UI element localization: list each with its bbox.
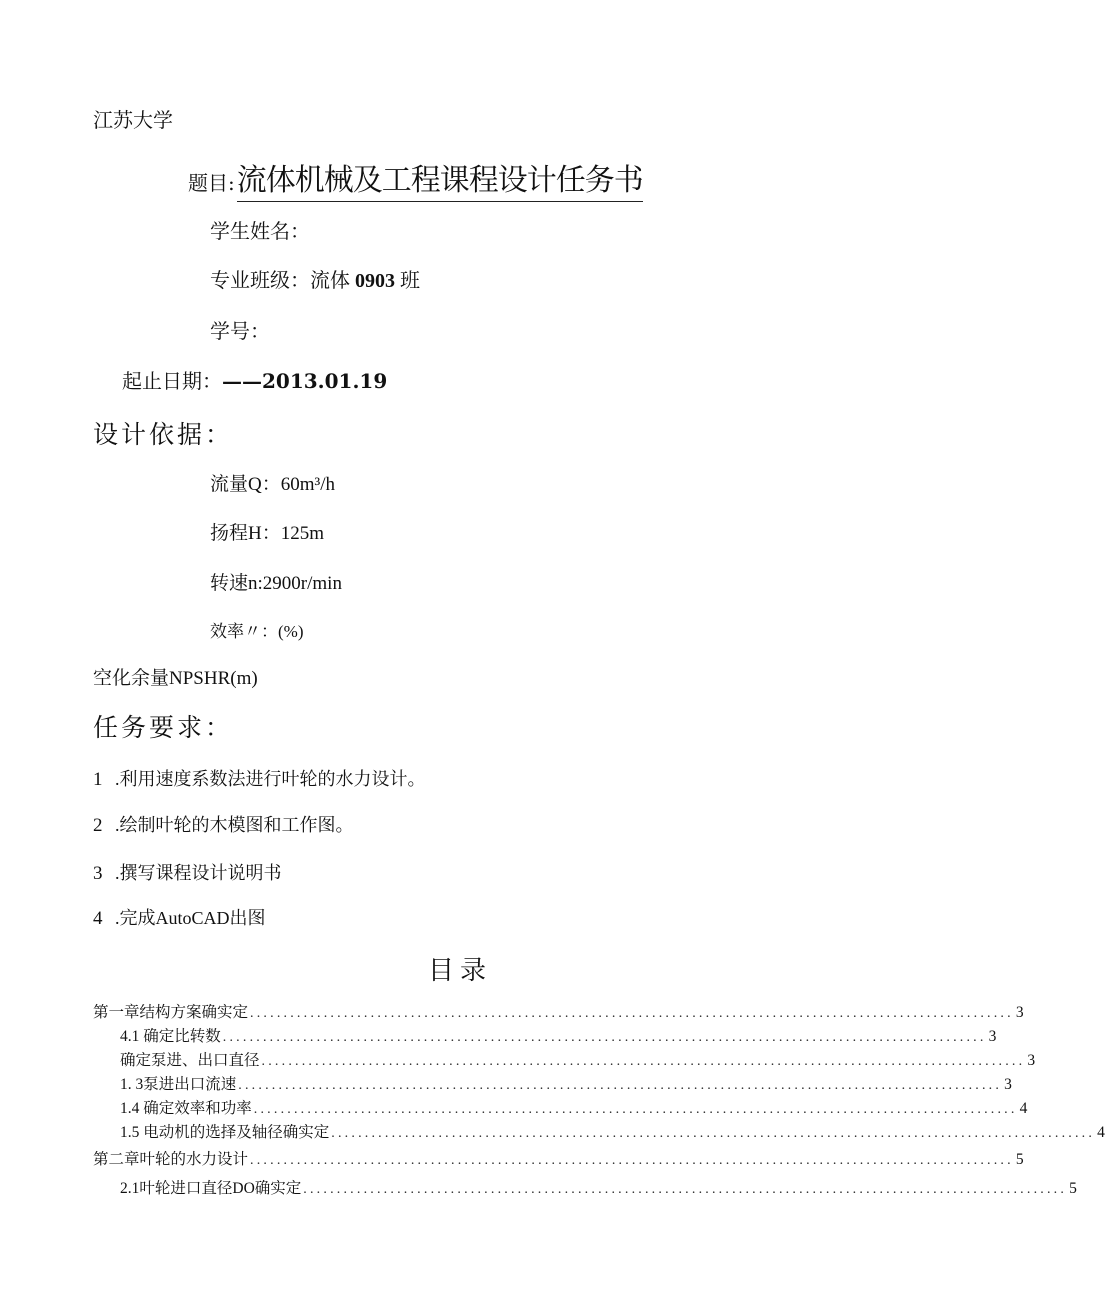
task-number: 3 bbox=[93, 863, 103, 884]
toc-entry-label: 确定泵进、出口直径 bbox=[120, 1052, 260, 1069]
toc-entry-label: 2.1叶轮进口直径DO确实定 bbox=[120, 1180, 302, 1197]
param-flow: 流量Q：60m³/h bbox=[210, 474, 335, 495]
toc-entry[interactable] bbox=[120, 1048, 1036, 1070]
task-item bbox=[93, 811, 354, 837]
task-text: .绘制叶轮的木模图和工作图。 bbox=[115, 815, 354, 835]
toc-title: 目录 bbox=[427, 956, 492, 986]
title-prefix: 题目: bbox=[188, 171, 235, 195]
document-title bbox=[188, 155, 643, 202]
param-head: 扬程H：125m bbox=[210, 523, 325, 544]
task-item bbox=[93, 859, 282, 885]
toc-leader-dots: .................................................................................................................. bbox=[331, 1126, 1096, 1141]
task-text: .撰写课程设计说明书 bbox=[115, 863, 282, 883]
task-requirements-heading: 任务要求： bbox=[93, 713, 234, 742]
toc-leader-dots: .................................................................................................................. bbox=[261, 1054, 1026, 1069]
major-value-post: 班 bbox=[400, 270, 420, 292]
toc-entry-label: 第二章叶轮的水力设计 bbox=[93, 1151, 249, 1168]
toc-entry-page: 5 bbox=[1015, 1151, 1024, 1168]
task-text: .完成AutoCAD出图 bbox=[115, 908, 266, 928]
toc-leader-dots: .................................................................................................................. bbox=[253, 1102, 1018, 1117]
toc-entry[interactable] bbox=[93, 1147, 1024, 1169]
param-speed: 转速n:2900r/min bbox=[210, 573, 342, 594]
toc-leader-dots: .................................................................................................................. bbox=[250, 1153, 1014, 1168]
toc-entry-label: 4.1 确定比转数 bbox=[120, 1028, 221, 1045]
toc-entry[interactable] bbox=[120, 1096, 1028, 1118]
university-name: 江苏大学 bbox=[93, 108, 173, 132]
toc-entry-page: 4 bbox=[1019, 1100, 1028, 1117]
task-item bbox=[93, 904, 266, 930]
task-text: .利用速度系数法进行叶轮的水力设计。 bbox=[115, 769, 426, 789]
toc-entry[interactable] bbox=[120, 1072, 1012, 1094]
toc-entry[interactable] bbox=[93, 1000, 1024, 1022]
toc-leader-dots: .................................................................................................................. bbox=[238, 1078, 1003, 1093]
param-npshr: 空化余量NPSHR(m) bbox=[93, 668, 258, 689]
toc-entry[interactable] bbox=[120, 1120, 1105, 1142]
dates-label: 起止日期： bbox=[122, 369, 222, 393]
toc-entry-page: 5 bbox=[1069, 1180, 1077, 1197]
toc-entry[interactable] bbox=[120, 1024, 997, 1046]
toc-leader-dots: .................................................................................................................. bbox=[222, 1030, 987, 1045]
toc-entry-label: 1.4 确定效率和功率 bbox=[120, 1100, 252, 1117]
toc-leader-dots: .................................................................................................................. bbox=[303, 1182, 1068, 1197]
student-id-label: 学号： bbox=[210, 319, 270, 343]
toc-entry-page: 3 bbox=[1004, 1076, 1012, 1093]
param-efficiency: 效率〃：(%) bbox=[210, 622, 304, 641]
student-name-label: 学生姓名： bbox=[210, 219, 310, 243]
major-class-line bbox=[210, 264, 420, 293]
major-value-pre: 流体 bbox=[310, 270, 350, 292]
toc-entry-page: 4 bbox=[1097, 1124, 1105, 1141]
major-class-value bbox=[310, 270, 420, 292]
toc-entry-label: 第一章结构方案确实定 bbox=[93, 1004, 249, 1021]
toc-entry-page: 3 bbox=[988, 1028, 997, 1045]
dates-line bbox=[122, 365, 387, 394]
toc-entry-label: 1.5 电动机的选择及轴径确实定 bbox=[120, 1124, 330, 1141]
toc-entry-page: 3 bbox=[1027, 1052, 1036, 1069]
toc-entry[interactable] bbox=[120, 1176, 1077, 1198]
toc-entry-page: 3 bbox=[1015, 1004, 1024, 1021]
major-class-label: 专业班级： bbox=[210, 268, 310, 292]
task-item bbox=[93, 765, 426, 791]
title-text: 流体机械及工程课程设计任务书 bbox=[237, 155, 643, 202]
task-number: 1 bbox=[93, 769, 103, 790]
dates-value: ——2013.01.19 bbox=[222, 369, 388, 393]
toc-leader-dots: .................................................................................................................. bbox=[250, 1006, 1014, 1021]
major-value-num: 0903 bbox=[355, 270, 395, 292]
toc-entry-label: 1. 3泵进出口流速 bbox=[120, 1076, 237, 1093]
task-number: 4 bbox=[93, 908, 103, 929]
task-number: 2 bbox=[93, 815, 103, 836]
design-basis-heading: 设计依据： bbox=[93, 420, 234, 449]
